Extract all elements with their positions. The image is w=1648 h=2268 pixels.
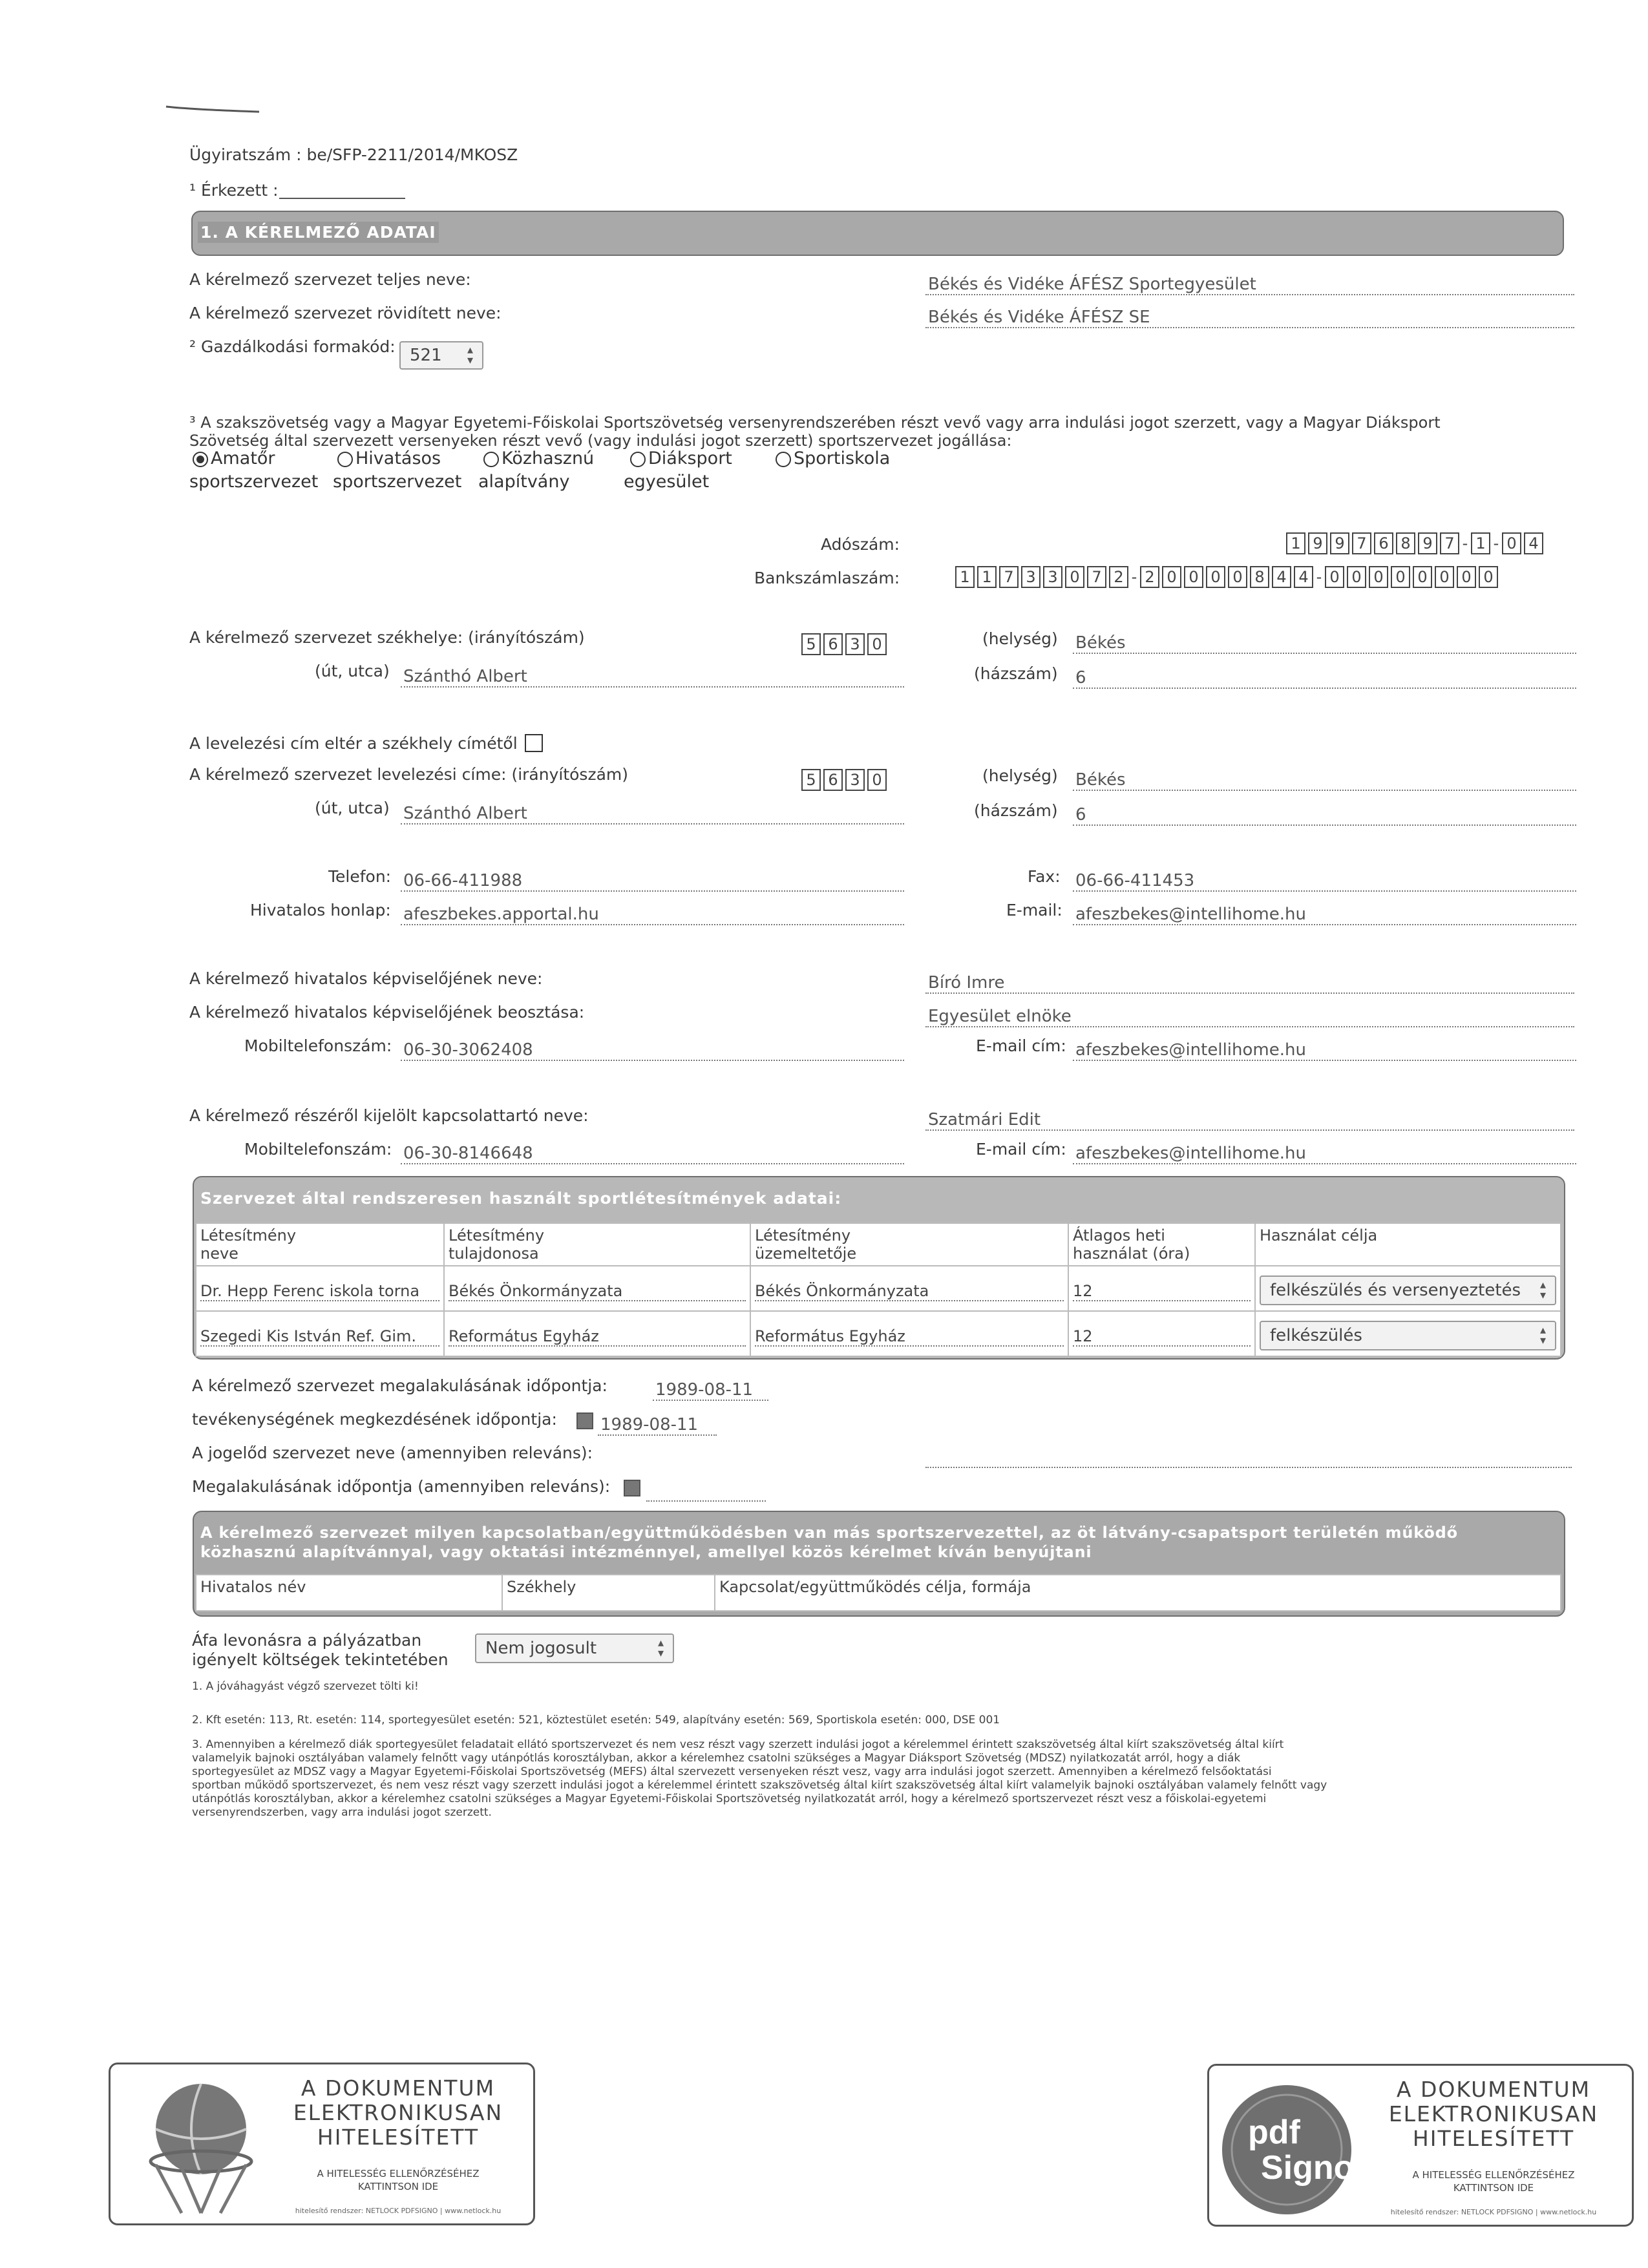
digit-box: 1 [1471,532,1490,554]
rep-email-field[interactable]: afeszbekes@intellihome.hu [1073,1040,1576,1061]
web-label: Hivatalos honlap: [250,901,391,919]
econ-code-select[interactable] [399,341,483,370]
econ-code-value: 521 [410,346,442,365]
started-label: tevékenységének megkezdésének időpontja: [192,1410,557,1429]
facility-hours[interactable]: 12 [1068,1311,1255,1356]
mailing-street-label: (út, utca) [315,799,390,817]
stamp-line-1: A DOKUMENTUM [1396,2077,1591,2102]
calendar-icon[interactable] [576,1412,593,1429]
email-field[interactable]: afeszbekes@intellihome.hu [1073,905,1576,925]
partners-header-row [196,1575,1561,1611]
bank-label: Bankszámlaszám: [754,569,900,587]
radio-empty-icon [776,452,791,467]
radio-kozhasznu-line2: alapítvány [478,472,570,492]
pdfsigno-logo-icon [1216,2079,1358,2221]
radio-selected-icon [193,452,208,467]
digit-box: 0 [1162,566,1181,588]
digit-box: 6 [823,633,843,655]
seat-number-field[interactable]: 6 [1073,668,1576,689]
footnote-3-line: versenyrendszerben, vagy arra indulási jogot szerzett. [192,1806,492,1819]
rep-mobile-field[interactable]: 06-30-3062408 [401,1040,904,1061]
table-row [196,1266,1561,1311]
authentication-stamp-left[interactable] [109,2063,535,2225]
footnote-3-line: sportegyesület az MDSZ vagy a Magyar Egyetemi-Főiskolai Sportszövetség (MEFS) által szervezett versenyeken részt vesz, vagy arra indulási jogot szerzett. Amennyiben a kérelmező felsőoktatási [192,1765,1272,1778]
mailing-differs-checkbox[interactable] [525,734,543,752]
radio-label: Diáksport [648,448,732,468]
stamp-tiny: hitelesítő rendszer: NETLOCK PDFSIGNO | www.netlock.hu [1390,2208,1597,2216]
purpose-select[interactable] [1260,1321,1556,1350]
footnote-3-line: valamelyik bajnoki osztályában valamely felnőtt vagy utánpótlás korosztályban, akkor a kérelemhez csatolni szükséges a Magyar Diáksport Szövetség (MDSZ) nyilatkozatát arról, hogy a diák [192,1752,1241,1765]
stamp-line-1: A DOKUMENTUM [301,2075,496,2101]
facility-purpose[interactable] [1255,1266,1561,1311]
header-cell: Létesítmény neve [196,1223,444,1266]
full-name-field[interactable]: Békés és Vidéke ÁFÉSZ Sportegyesület [925,275,1574,295]
digit-box: 0 [1228,566,1247,588]
rep-name-field[interactable]: Bíró Imre [925,973,1574,994]
digit-box: 4 [1294,566,1313,588]
purpose-select[interactable] [1260,1276,1556,1305]
table-row [196,1311,1561,1356]
radio-label: Amatőr [211,448,275,468]
digit-box: 7 [1087,566,1106,588]
select-arrows-icon: ▴ ▾ [1539,1278,1546,1302]
short-name-field[interactable]: Békés és Vidéke ÁFÉSZ SE [925,308,1574,328]
vat-label-1: Áfa levonásra a pályázatban [192,1631,422,1650]
digit-box: 6 [1374,532,1393,554]
mailing-city-field[interactable]: Békés [1073,770,1576,791]
digit-box: 8 [1250,566,1269,588]
vat-label-2: igényelt költségek tekintetében [192,1650,449,1669]
digit-box: 2 [1140,566,1159,588]
digit-box: 4 [1272,566,1291,588]
facility-owner[interactable]: Békés Önkormányzata [444,1266,750,1311]
header-cell: Kapcsolat/együttműködés célja, formája [715,1575,1561,1611]
svg-text:Signo: Signo [1261,2149,1355,2187]
stamp-small-1: A HITELESSÉG ELLENŐRZÉSÉHEZ [317,2168,480,2179]
case-number: Ügyiratszám : be/SFP-2211/2014/MKOSZ [189,145,518,164]
predecessor-field[interactable] [925,1447,1572,1468]
partners-panel [193,1511,1565,1617]
digit-box: 0 [1435,566,1454,588]
digit-box: 0 [1457,566,1476,588]
mailing-number-field[interactable]: 6 [1073,805,1576,826]
footnote-3 [192,1738,1549,1820]
bank-account-field[interactable] [955,566,1498,588]
header-cell: Létesítmény tulajdonosa [444,1223,750,1266]
svg-text:pdf: pdf [1248,2114,1300,2151]
digit-box: 8 [1396,532,1415,554]
digit-box: 7 [1440,532,1459,554]
facility-owner[interactable]: Református Egyház [444,1311,750,1356]
header-cell: Székhely [502,1575,715,1611]
digit-box: 3 [1043,566,1062,588]
vat-value: Nem jogosult [485,1639,597,1658]
radio-sportiskola[interactable] [776,448,890,468]
partners-title-1: A kérelmező szervezet milyen kapcsolatban/együttműködésben van más sportszervezettel, az öt látvány-csapatsport területén működő [200,1524,1458,1542]
digit-box: 4 [1524,532,1543,554]
facility-purpose[interactable] [1255,1311,1561,1356]
digit-box: 0 [1391,566,1410,588]
digit-box: 5 [801,769,821,791]
partners-table [195,1574,1561,1612]
stamp-small-1: A HITELESSÉG ELLENŐRZÉSÉHEZ [1412,2169,1575,2181]
footnote-2: 2. Kft esetén: 113, Rt. esetén: 114, sportegyesület esetén: 521, köztestület esetén: 549, alapítvány esetén: 569, Sportiskola esetén: 000, DSE 001 [192,1714,1000,1727]
footnote-3-line: 3. Amennyiben a kérelmező diák sportegyesület feladatait ellátó sportszervezet és nem vesz részt vagy szerzett indulási jogot a kérelemmel érintett szakszövetség által kiírt szakszövetség által kiírt [192,1738,1284,1751]
rep-name-label: A kérelmező hivatalos képviselőjének neve: [189,969,543,988]
mailing-number-label: (házszám) [974,801,1058,820]
facilities-header-row [196,1223,1561,1266]
mailing-label: A kérelmező szervezet levelezési címe: (irányítószám) [189,765,629,784]
contact-mobile-field[interactable]: 06-30-8146648 [401,1144,904,1164]
stamp-tiny: hitelesítő rendszer: NETLOCK PDFSIGNO | www.netlock.hu [295,2207,502,2215]
digit-box: 1 [955,566,975,588]
stamp-line-2: ELEKTRONIKUSAN [1388,2101,1599,2126]
digit-box: 0 [1325,566,1344,588]
predecessor-founded-label: Megalakulásának időpontja (amennyiben releváns): [192,1477,611,1496]
radio-amator-line2: sportszervezet [189,472,319,492]
calendar-icon[interactable] [624,1480,640,1496]
stamp-line-3: HITELESÍTETT [1412,2126,1575,2151]
stamp-line-2: ELEKTRONIKUSAN [293,2100,503,2125]
digit-box: 3 [845,769,865,791]
header-cell: Átlagos heti használat (óra) [1068,1223,1255,1266]
partners-title-2: közhasznú alapítvánnyal, vagy oktatási intézménnyel, amellyel közös kérelmet kíván benyújtani [200,1543,1092,1561]
phone-field[interactable]: 06-66-411988 [401,871,904,892]
fax-label: Fax: [1028,867,1061,886]
digit-box: 1 [1286,532,1305,554]
tax-label: Adószám: [821,535,900,554]
rep-email-label: E-mail cím: [976,1036,1066,1055]
full-name-label: A kérelmező szervezet teljes neve: [189,270,471,289]
received-field[interactable] [279,180,405,199]
contact-email-field[interactable]: afeszbekes@intellihome.hu [1073,1144,1576,1164]
radio-empty-icon [483,452,499,467]
seat-label: A kérelmező szervezet székhelye: (irányítószám) [189,628,585,647]
digit-box: 0 [867,769,887,791]
digit-box: 0 [1369,566,1388,588]
footnote-3-line: sportban működő sportszervezet, és nem vesz részt vagy szerzett indulási jogot a kérelemmel érintett szakszövetség által kiírt szakszövetség által kiírt valamelyik bajnoki osztályában valamely felnőtt vagy [192,1779,1327,1792]
select-arrows-icon: ▴ ▾ [467,343,473,367]
radio-diaksport-line2: egyesület [624,472,710,492]
digit-separator: - [1493,534,1499,552]
radio-empty-icon [630,452,646,467]
facility-operator[interactable]: Békés Önkormányzata [750,1266,1068,1311]
email-label: E-mail: [1006,901,1062,919]
header-cell: Használat célja [1255,1223,1561,1266]
predecessor-label: A jogelőd szervezet neve (amennyiben releváns): [192,1444,593,1462]
digit-box: 0 [867,633,887,655]
digit-box: 3 [1021,566,1041,588]
stamp-line-3: HITELESÍTETT [317,2125,480,2150]
mailing-street-field[interactable]: Szánthó Albert [401,804,904,824]
legal-status-text-2: Szövetség által szervezett versenyeken részt vevő (vagy indulási jogot szerzett) sportszervezet jogállása: [189,432,1012,450]
seat-street-field[interactable]: Szánthó Albert [401,667,904,688]
digit-box: 9 [1330,532,1349,554]
digit-box: 6 [823,769,843,791]
digit-box: 9 [1308,532,1327,554]
section-1-title: 1. A KÉRELMEZŐ ADATAI [198,222,439,243]
econ-code-label: ² Gazdálkodási formakód: [189,337,396,356]
footnote-3-line: utánpótlás korosztályban, akkor a kérelemhez csatolni szükséges a Magyar Egyetemi-Főiskolai Sportszövetség nyilatkozatát arról, hogy a kérelmező sportszervezet részt vesz a főiskolai-egyetemi [192,1792,1267,1805]
digit-box: 0 [1347,566,1366,588]
radio-label: Közhasznú [502,448,595,468]
facilities-title: Szervezet által rendszeresen használt sportlétesítmények adatai: [200,1189,842,1208]
digit-box: 0 [1206,566,1225,588]
digit-box: 7 [999,566,1019,588]
seat-number-label: (házszám) [974,664,1058,683]
pen-mark [165,103,262,111]
founded-label: A kérelmező szervezet megalakulásának időpontja: [192,1376,607,1395]
mailing-zip-field[interactable] [801,769,887,791]
legal-status-text-1: ³ A szakszövetség vagy a Magyar Egyetemi-Főiskolai Sportszövetség versenyrendszerében részt vevő vagy arra indulási jogot szerzett, vagy a Magyar Diáksport [189,414,1441,432]
digit-box: 5 [801,633,821,655]
phone-label: Telefon: [328,867,392,886]
basketball-logo-icon [143,2077,259,2220]
radio-kozhasznu[interactable] [483,448,594,468]
mailing-differs-label: A levelezési cím eltér a székhely címétől [189,734,518,753]
section-1-header [191,211,1564,256]
purpose-value: felkészülés [1270,1326,1362,1345]
digit-box: 0 [1502,532,1521,554]
mailing-city-label: (helység) [982,766,1058,785]
seat-city-field[interactable]: Békés [1073,633,1576,654]
digit-separator: - [1131,568,1137,586]
fax-field[interactable]: 06-66-411453 [1073,871,1576,892]
authentication-stamp-right[interactable] [1207,2064,1634,2227]
contact-name-field[interactable]: Szatmári Edit [925,1110,1574,1131]
predecessor-founded-field[interactable] [646,1482,766,1502]
received-label: ¹ Érkezett : [189,181,279,200]
radio-amator[interactable] [193,448,275,468]
header-cell: Hivatalos név [196,1575,502,1611]
digit-box: 3 [845,633,865,655]
select-arrows-icon: ▴ ▾ [1539,1323,1546,1347]
digit-separator: - [1316,568,1322,586]
facility-name[interactable]: Szegedi Kis István Ref. Gim. [196,1311,444,1356]
rep-mobile-label: Mobiltelefonszám: [244,1036,392,1055]
facility-operator[interactable]: Református Egyház [750,1311,1068,1356]
facility-name[interactable]: Dr. Hepp Ferenc iskola torna [196,1266,444,1311]
founded-field[interactable]: 1989-08-11 [653,1380,768,1401]
purpose-value: felkészülés és versenyeztetés [1270,1281,1521,1300]
digit-box: 1 [977,566,997,588]
digit-box: 0 [1413,566,1432,588]
digit-box: 7 [1352,532,1371,554]
radio-hivatasos[interactable] [337,448,441,468]
digit-box: 0 [1065,566,1084,588]
rep-title-label: A kérelmező hivatalos képviselőjének beosztása: [189,1003,585,1022]
stamp-small-2: KATTINTSON IDE [357,2181,439,2192]
web-field[interactable]: afeszbekes.apportal.hu [401,905,904,925]
digit-separator: - [1462,534,1468,552]
short-name-label: A kérelmező szervezet rövidített neve: [189,304,502,322]
seat-city-label: (helység) [982,629,1058,648]
select-arrows-icon: ▴ ▾ [657,1636,664,1660]
rep-title-field[interactable]: Egyesület elnöke [925,1007,1574,1027]
digit-box: 0 [1184,566,1203,588]
contact-name-label: A kérelmező részéről kijelölt kapcsolattartó neve: [189,1106,589,1125]
radio-label: Sportiskola [794,448,891,468]
seat-street-label: (út, utca) [315,662,390,680]
radio-diaksport[interactable] [630,448,732,468]
radio-hivatasos-line2: sportszervezet [333,472,462,492]
facility-hours[interactable]: 12 [1068,1266,1255,1311]
radio-label: Hivatásos [355,448,441,468]
footnote-1: 1. A jóváhagyást végző szervezet tölti ki! [192,1680,419,1693]
facilities-panel [193,1176,1565,1360]
digit-box: 9 [1418,532,1437,554]
contact-mobile-label: Mobiltelefonszám: [244,1140,392,1159]
vat-select[interactable] [475,1633,674,1663]
started-field[interactable]: 1989-08-11 [598,1415,717,1436]
digit-box: 2 [1109,566,1128,588]
contact-email-label: E-mail cím: [976,1140,1066,1159]
radio-empty-icon [337,452,353,467]
header-cell: Létesítmény üzemeltetője [750,1223,1068,1266]
stamp-small-2: KATTINTSON IDE [1453,2182,1534,2194]
tax-number-field[interactable] [1286,532,1543,554]
facilities-table [195,1223,1561,1357]
seat-zip-field[interactable] [801,633,887,655]
digit-box: 0 [1479,566,1498,588]
